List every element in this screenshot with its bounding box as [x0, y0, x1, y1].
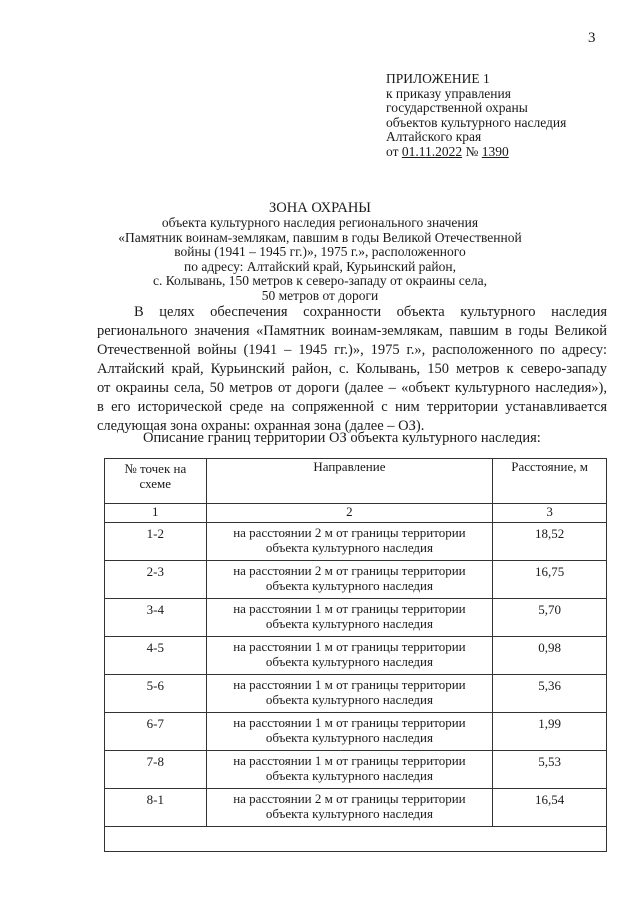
column-number: 3 — [493, 504, 607, 523]
direction-cell — [206, 675, 493, 713]
direction-line: на расстоянии 1 м от границы территории — [233, 601, 466, 616]
table-row — [105, 523, 607, 561]
column-number-row — [105, 504, 607, 523]
order-date: 01.11.2022 — [401, 143, 463, 159]
direction-line: объекта культурного наследия — [265, 616, 433, 631]
direction-line: объекта культурного наследия — [265, 578, 433, 593]
column-number: 1 — [105, 504, 207, 523]
title-line: по адресу: Алтайский край, Курьинский район, — [183, 258, 456, 274]
header-distance: Расстояние, м — [493, 459, 607, 504]
points-cell: 2-3 — [105, 561, 207, 599]
appendix-header — [386, 72, 566, 159]
direction-cell — [206, 637, 493, 675]
header-points-line: № точек на — [124, 461, 187, 476]
page-number: 3 — [588, 30, 596, 46]
distance-cell: 16,54 — [493, 789, 607, 827]
zone-heading: ЗОНА ОХРАНЫ — [269, 200, 371, 216]
direction-line: на расстоянии 1 м от границы территории — [233, 677, 466, 692]
paragraph-line: следующая зона охраны: охранная зона (далее – ОЗ). — [97, 418, 425, 434]
direction-line: на расстоянии 2 м от границы территории — [233, 791, 466, 806]
direction-line: на расстоянии 1 м от границы территории — [233, 639, 466, 654]
distance-cell: 16,75 — [493, 561, 607, 599]
table-row — [105, 561, 607, 599]
points-cell: 5-6 — [105, 675, 207, 713]
paragraph-line: Алтайский край, Курьинский район, с. Колывань, 150 метров к северо-западу — [97, 361, 607, 377]
number-prefix: № — [465, 143, 479, 159]
points-cell: 6-7 — [105, 713, 207, 751]
table-row — [105, 675, 607, 713]
boundary-description: Описание границ территории ОЗ объекта культурного наследия: — [143, 430, 541, 446]
title-line: 50 метров от дороги — [261, 287, 379, 303]
direction-line: на расстоянии 2 м от границы территории — [233, 525, 466, 540]
direction-cell — [206, 561, 493, 599]
table-row — [105, 637, 607, 675]
direction-line: на расстоянии 2 м от границы территории — [233, 563, 466, 578]
points-cell: 7-8 — [105, 751, 207, 789]
table-row — [105, 789, 607, 827]
table-empty-row — [105, 827, 607, 852]
direction-line: объекта культурного наследия — [265, 768, 433, 783]
paragraph-line: от окраины села, 50 метров от дороги (далее – «объект культурного наследия»), — [97, 380, 607, 396]
title-line: объекта культурного наследия регионального значения — [161, 215, 479, 230]
points-cell: 8-1 — [105, 789, 207, 827]
appendix-line: Алтайского края — [386, 129, 482, 144]
title-line: войны (1941 – 1945 гг.)», 1975 г.», расположенного — [174, 244, 466, 259]
direction-line: объекта культурного наследия — [265, 730, 433, 745]
direction-line: объекта культурного наследия — [265, 540, 433, 555]
direction-line: объекта культурного наследия — [265, 692, 433, 707]
distance-cell: 1,99 — [493, 713, 607, 751]
appendix-date-line — [386, 145, 566, 160]
header-points-line: схеме — [139, 476, 172, 491]
distance-cell: 5,53 — [493, 751, 607, 789]
paragraph-line: в его исторической среде на сопряженной с ним территории устанавливается — [97, 399, 607, 415]
direction-cell — [206, 789, 493, 827]
body-paragraph — [97, 303, 607, 436]
header-points — [105, 459, 207, 504]
direction-cell — [206, 599, 493, 637]
column-number: 2 — [206, 504, 493, 523]
table-row — [105, 713, 607, 751]
table-row — [105, 599, 607, 637]
points-cell: 1-2 — [105, 523, 207, 561]
appendix-line: государственной охраны — [386, 100, 528, 115]
title-line: с. Колывань, 150 метров к северо-западу от окраины села, — [152, 273, 487, 288]
title-line: «Памятник воинам-землякам, павшим в годы Великой Отечественной — [118, 229, 522, 245]
points-cell: 4-5 — [105, 637, 207, 675]
direction-line: на расстоянии 1 м от границы территории — [233, 715, 466, 730]
distance-cell: 0,98 — [493, 637, 607, 675]
appendix-title: ПРИЛОЖЕНИЕ 1 — [386, 71, 490, 86]
header-direction: Направление — [206, 459, 493, 504]
paragraph-line: регионального значения «Памятник воинам-землякам, павшим в годы Великой — [97, 323, 607, 339]
distance-cell: 5,70 — [493, 599, 607, 637]
direction-cell — [206, 713, 493, 751]
order-number: 1390 — [481, 143, 509, 159]
date-prefix: от — [386, 143, 399, 159]
direction-line: на расстоянии 1 м от границы территории — [233, 753, 466, 768]
direction-cell — [206, 751, 493, 789]
direction-cell — [206, 523, 493, 561]
appendix-line: объектов культурного наследия — [386, 114, 567, 130]
paragraph-line: Отечественной войны (1941 – 1945 гг.)», 1975 г.», расположенного по адресу: — [97, 342, 607, 358]
distance-cell: 18,52 — [493, 523, 607, 561]
appendix-line: к приказу управления — [386, 85, 511, 101]
table-row — [105, 751, 607, 789]
points-cell: 3-4 — [105, 599, 207, 637]
zone-title-block — [60, 200, 580, 303]
table-header-row — [105, 459, 607, 504]
direction-line: объекта культурного наследия — [265, 806, 433, 821]
direction-line: объекта культурного наследия — [265, 654, 433, 669]
boundary-table — [104, 458, 607, 852]
paragraph-line: В целях обеспечения сохранности объекта культурного наследия — [134, 304, 607, 320]
empty-cell — [105, 827, 607, 852]
distance-cell: 5,36 — [493, 675, 607, 713]
